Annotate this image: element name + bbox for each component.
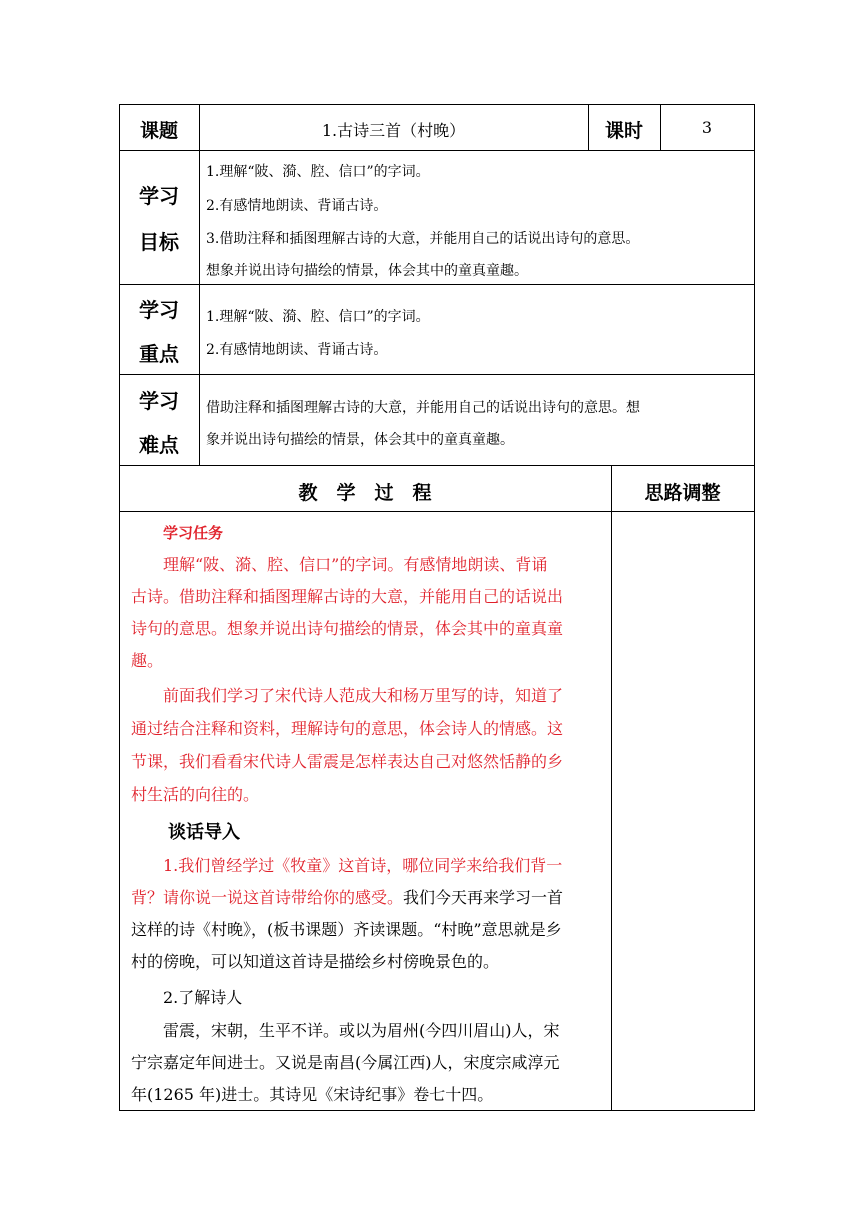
difficulty-label-1: 学习 [139, 389, 179, 413]
topic-value: 1.古诗三首（村晚） [321, 121, 466, 140]
rule [119, 150, 755, 151]
goal-line: 2.有感情地朗读、背诵古诗。 [206, 198, 388, 214]
goal-line: 1.理解“陂、漪、腔、信口”的字词。 [206, 164, 430, 180]
poet-title: 2.了解诗人 [163, 988, 243, 1007]
key-label-1: 学习 [139, 298, 179, 322]
rule [119, 374, 755, 375]
poet-line: 年(1265 年)进士。其诗见《宋诗纪事》卷七十四。 [131, 1085, 494, 1104]
task-line: 通过结合注释和资料，理解诗句的意思，体会诗人的情感。这 [131, 719, 564, 738]
difficulty-line: 象并说出诗句描绘的情景，体会其中的童真童趣。 [206, 432, 514, 448]
period-label: 课时 [604, 120, 643, 142]
task-line: 村生活的向往的。 [131, 785, 260, 804]
poet-line: 宁宗嘉定年间进士。又说是南昌(今属江西)人，宋度宗咸淳元 [131, 1053, 560, 1072]
rule [199, 104, 200, 465]
intro-line-2 [131, 882, 563, 914]
intro-line-1: 1.我们曾经学过《牧童》这首诗，哪位同学来给我们背一 [163, 856, 563, 875]
intro-line-2-black: 我们今天再来学习一首 [403, 888, 564, 907]
rule [754, 104, 755, 1111]
poet-line: 雷震，宋朝，生平不详。或以为眉州(今四川眉山)人，宋 [163, 1021, 560, 1040]
period-value: 3 [701, 118, 713, 137]
topic-label: 课题 [139, 120, 178, 142]
intro-title: 谈话导入 [168, 822, 240, 843]
intro-line: 村的傍晚，可以知道这首诗是描绘乡村傍晚景色的。 [131, 952, 500, 971]
goals-label-2: 目标 [139, 230, 179, 254]
process-header: 教 学 过 程 [298, 482, 432, 504]
goals-label-1: 学习 [139, 184, 179, 208]
key-label-2: 重点 [139, 342, 179, 366]
task-line: 理解“陂、漪、腔、信口”的字词。有感情地朗读、背诵 [163, 555, 548, 574]
rule [119, 104, 120, 1111]
rule [119, 511, 755, 512]
goal-line: 想象并说出诗句描绘的情景，体会其中的童真童趣。 [206, 263, 528, 279]
task-line: 节课，我们看看宋代诗人雷震是怎样表达自己对悠然恬静的乡 [131, 752, 564, 771]
rule [119, 465, 755, 466]
task-line: 诗句的意思。想象并说出诗句描绘的情景，体会其中的童真童 [131, 619, 564, 638]
key-point-line: 1.理解“陂、漪、腔、信口”的字词。 [206, 309, 430, 325]
task-line: 古诗。借助注释和插图理解古诗的大意，并能用自己的话说出 [131, 587, 564, 606]
key-point-line: 2.有感情地朗读、背诵古诗。 [206, 342, 388, 358]
difficulty-label-2: 难点 [139, 433, 179, 457]
difficulty-line: 借助注释和插图理解古诗的大意，并能用自己的话说出诗句的意思。想 [206, 400, 640, 416]
task-line: 前面我们学习了宋代诗人范成大和杨万里写的诗，知道了 [163, 686, 564, 705]
goal-line: 3.借助注释和插图理解古诗的大意，并能用自己的话说出诗句的意思。 [206, 231, 640, 247]
adjust-header: 思路调整 [644, 482, 721, 504]
task-line: 趣。 [131, 651, 164, 670]
intro-line-2-red: 背？请你说一说这首诗带给你的感受。 [131, 888, 404, 907]
rule [611, 465, 612, 1110]
intro-line: 这样的诗《村晚》，(板书课题）齐读课题。“村晚”意思就是乡 [131, 920, 562, 939]
task-title: 学习任务 [163, 524, 224, 542]
